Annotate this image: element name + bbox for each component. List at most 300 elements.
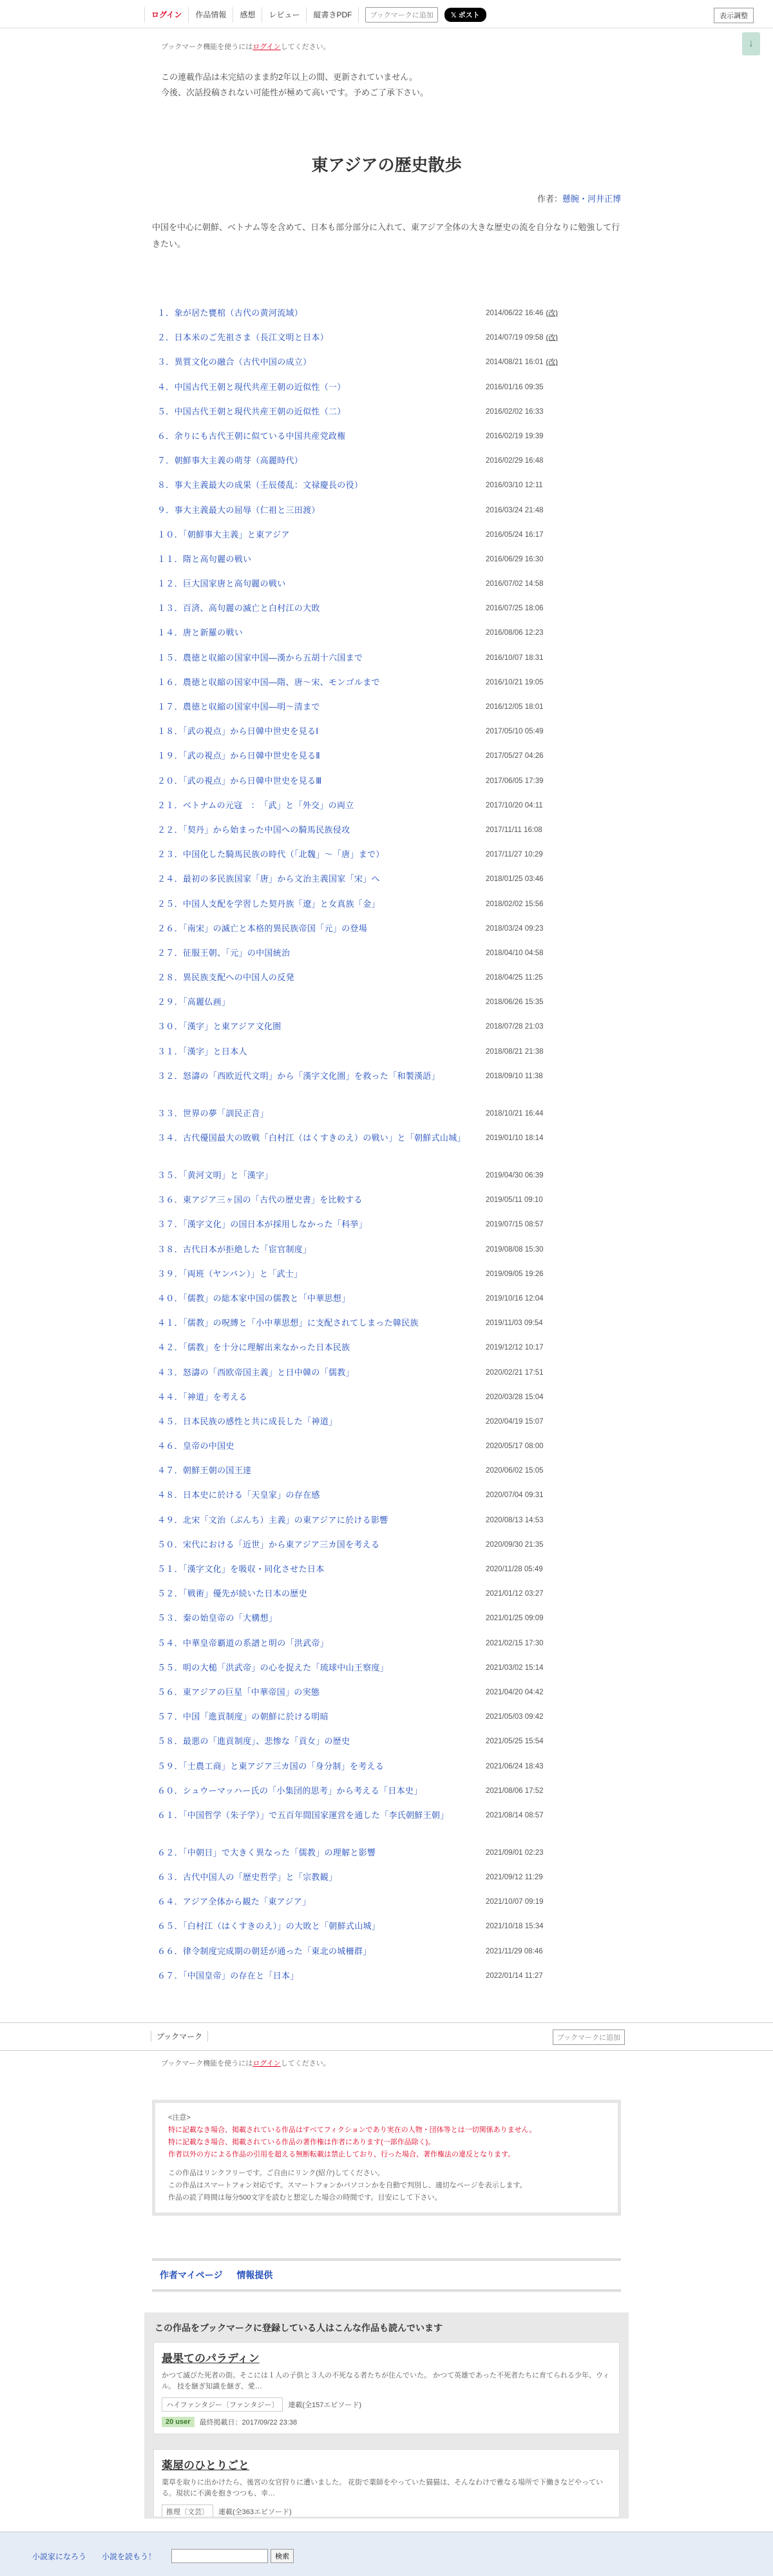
chapter-date bbox=[486, 799, 543, 812]
chapter-link[interactable]: １６．農徳と収縮の国家中国―隋、唐～宋、モンゴルまで bbox=[157, 677, 380, 687]
chapter-date-text: 2021/11/29 08:46 bbox=[486, 1947, 543, 1955]
recommendations bbox=[144, 2312, 629, 2519]
chapter-date-text: 2020/07/04 09:31 bbox=[486, 1491, 544, 1500]
toc-row bbox=[157, 922, 615, 947]
chapter-date bbox=[486, 848, 543, 861]
chapter-link[interactable]: ６３．古代中国人の「歴史哲学」と「宗教観」 bbox=[157, 1872, 338, 1883]
chapter-date bbox=[486, 479, 543, 492]
caution-gray-2: この作品はスマートフォン対応です。スマートフォンかパソコンかを自動で判別し、適切なページを表示します。 bbox=[168, 2182, 527, 2189]
nav-item-vertical-pdf[interactable]: 縦書きPDF bbox=[307, 7, 359, 23]
toc-row bbox=[157, 1440, 615, 1464]
toc-row bbox=[157, 1920, 615, 1944]
chapter-link[interactable]: ３３．世界の夢「訓民正音」 bbox=[157, 1108, 269, 1118]
chapter-date-text: 2021/06/24 18:43 bbox=[486, 1762, 544, 1770]
hint-text-suffix: してください。 bbox=[280, 2060, 330, 2068]
chapter-link[interactable]: ２８．異民族支配への中国人の反発 bbox=[157, 973, 294, 983]
chapter-date bbox=[486, 1538, 544, 1551]
toc-row bbox=[157, 996, 615, 1020]
toc-row bbox=[157, 1317, 615, 1341]
toc-row bbox=[157, 331, 615, 356]
chapter-date bbox=[486, 1317, 543, 1330]
chapter-date-text: 2020/11/28 05:49 bbox=[486, 1565, 543, 1573]
chapter-date bbox=[486, 775, 544, 788]
chapter-date bbox=[486, 1045, 544, 1058]
bottom-links bbox=[32, 2549, 294, 2563]
author-label: 作者： bbox=[537, 194, 562, 204]
author-link[interactable]: 懸腕・河井正博 bbox=[562, 194, 621, 204]
chapter-date-text: 2016/03/10 12:11 bbox=[486, 481, 543, 490]
toc-row bbox=[157, 1366, 615, 1391]
chapter-date bbox=[486, 1415, 544, 1428]
toc-row bbox=[157, 971, 615, 996]
recommendation-card bbox=[153, 2449, 620, 2517]
chapter-link[interactable]: ６２．「中朝日」で大きく異なった「儒教」の理解と影響 bbox=[157, 1847, 376, 1857]
chapter-date bbox=[486, 1169, 544, 1182]
chapter-date bbox=[486, 1366, 544, 1379]
chapter-link[interactable]: ６１．「中国哲学（朱子学）」で五百年間国家運営を通した「李氏朝鮮王朝」 bbox=[157, 1810, 449, 1820]
chapter-date bbox=[486, 1194, 543, 1206]
chapter-date-text: 2021/08/14 08:57 bbox=[486, 1811, 544, 1819]
chapter-link[interactable]: １１．隋と高句麗の戦い bbox=[157, 554, 252, 564]
chapter-link[interactable]: ３６．東アジア三ヶ国の「古代の歴史書」を比較する bbox=[157, 1195, 363, 1205]
chapter-date bbox=[486, 1587, 544, 1600]
chapter-link[interactable]: ４４．「神道」を考える bbox=[157, 1391, 247, 1402]
chapter-date-text: 2016/10/07 18:31 bbox=[486, 654, 544, 662]
toc-row bbox=[157, 1538, 615, 1563]
chapter-link[interactable]: ４７．朝鮮王朝の国王達 bbox=[157, 1466, 252, 1476]
chapter-date-text: 2022/01/14 11:27 bbox=[486, 1971, 543, 1980]
caution-gray-3: 作品の読了時間は毎分500文字を読むと想定した場合の時間です。目安にして下さい。 bbox=[168, 2194, 442, 2202]
chapter-link[interactable]: ５８．最悪の「進貢制度」、悲惨な「貢女」の歴史 bbox=[157, 1736, 350, 1747]
chapter-date bbox=[486, 1391, 544, 1404]
toc-row bbox=[157, 1760, 615, 1785]
chapter-date bbox=[486, 873, 544, 886]
chapter-link[interactable]: ５２．「戦術」優先が続いた日本の歴史 bbox=[157, 1589, 307, 1599]
novelist-link[interactable]: 小説家になろう bbox=[32, 2552, 87, 2561]
toc-row bbox=[157, 725, 615, 750]
chapter-date bbox=[486, 1785, 544, 1797]
chapter-date-text: 2016/02/19 19:39 bbox=[486, 432, 544, 440]
chapter-date-text: 2019/05/11 09:10 bbox=[486, 1196, 543, 1205]
chapter-link[interactable]: ３．異質文化の融合（古代中国の成立） bbox=[157, 357, 312, 367]
chapter-link[interactable]: １．象が居た甕棺（古代の黄河流域） bbox=[157, 308, 303, 318]
chapter-link[interactable]: ２６．「南宋」の滅亡と本格的異民族帝国「元」の登場 bbox=[157, 923, 368, 933]
chapter-link[interactable]: ５４．中華皇帝覇道の系譜と明の「洪武帝」 bbox=[157, 1638, 329, 1648]
chapter-link[interactable]: １８．「武の視点」から日韓中世史を見るⅠ bbox=[157, 726, 319, 737]
chapter-date bbox=[486, 1945, 543, 1958]
chapter-link[interactable]: ３０．「漢字」と東アジア文化圏 bbox=[157, 1022, 282, 1032]
top-navigation bbox=[0, 0, 773, 28]
bookmark-login-hint-bottom bbox=[161, 2058, 330, 2068]
chapter-date-text: 2019/11/03 09:54 bbox=[486, 1319, 543, 1328]
chapter-date-text: 2016/07/25 18:06 bbox=[486, 605, 544, 613]
chapter-date-text: 2021/01/25 09:09 bbox=[486, 1614, 544, 1623]
recommendation-title[interactable]: 薬屋のひとりごと bbox=[162, 2459, 249, 2472]
toc-row bbox=[157, 701, 615, 725]
toc-row bbox=[157, 848, 615, 873]
chapter-link[interactable]: ５．中国古代王朝と現代共産王朝の近似性（二） bbox=[157, 406, 346, 416]
login-link[interactable]: ログイン bbox=[144, 7, 189, 23]
chapter-date-text: 2018/08/21 21:38 bbox=[486, 1047, 544, 1056]
chapter-date-text: 2021/09/01 02:23 bbox=[486, 1848, 544, 1857]
chapter-date-text: 2019/04/30 06:39 bbox=[486, 1172, 544, 1179]
x-post-button[interactable]: 𝕏 ポスト bbox=[444, 8, 486, 22]
chapter-link[interactable]: ３１．「漢字」と日本人 bbox=[157, 1046, 247, 1056]
toc-row bbox=[157, 1735, 615, 1759]
nav-item-review[interactable]: レビュー bbox=[262, 7, 307, 23]
toc-row bbox=[157, 1563, 615, 1587]
chapter-date-text: 2014/08/21 16:01 bbox=[486, 358, 544, 367]
chapter-date bbox=[486, 652, 544, 664]
toc-row bbox=[157, 1710, 615, 1735]
toc-row bbox=[157, 1637, 615, 1661]
chapter-date bbox=[486, 1637, 544, 1650]
chapter-date bbox=[486, 1735, 544, 1748]
bookmark-add-button[interactable]: ブックマークに追加 bbox=[365, 7, 437, 23]
revised-link[interactable]: (改) bbox=[546, 334, 558, 342]
toc-row bbox=[157, 307, 615, 331]
revised-link[interactable]: (改) bbox=[546, 309, 558, 317]
chapter-date-text: 2016/02/29 16:48 bbox=[486, 457, 544, 465]
chapter-date bbox=[486, 947, 544, 960]
chapter-date-text: 2021/04/20 04:42 bbox=[486, 1688, 544, 1696]
toc-row bbox=[157, 1292, 615, 1317]
toc-row bbox=[157, 1846, 615, 1871]
chapter-date-text: 2018/03/24 09:23 bbox=[486, 924, 544, 933]
chapter-link[interactable]: ８．事大主義最大の成果（壬辰倭乱：文禄慶長の役） bbox=[157, 480, 363, 490]
bookmark-login-hint bbox=[161, 41, 330, 52]
toc-row bbox=[157, 1020, 615, 1045]
notice-line-2: 今後、次話投稿されない可能性が極めて高いです。予めご了承下さい。 bbox=[161, 88, 428, 97]
recommendation-title[interactable]: 最果てのパラディン bbox=[162, 2352, 260, 2365]
chapter-date-text: 2016/08/06 12:23 bbox=[486, 629, 544, 637]
chapter-date-text: 2016/03/24 21:48 bbox=[486, 506, 544, 514]
recommendation-card bbox=[153, 2342, 620, 2434]
recommendation-meta-2 bbox=[162, 2417, 611, 2427]
toc-row bbox=[157, 1464, 615, 1489]
chapter-date-text: 2018/07/28 21:03 bbox=[486, 1023, 544, 1031]
toc-row bbox=[157, 652, 615, 676]
chapter-date bbox=[486, 602, 544, 615]
chapter-date bbox=[486, 1809, 544, 1822]
toc-row bbox=[157, 1107, 615, 1132]
page-title: 東アジアの歴史散歩 bbox=[311, 155, 462, 175]
chapter-link[interactable]: １３．百済、高句麗の滅亡と白村江の大敗 bbox=[157, 603, 320, 614]
chapter-date-text: 2021/02/15 17:30 bbox=[486, 1639, 544, 1647]
toc-row bbox=[157, 1132, 615, 1169]
chapter-date-text: 2019/08/08 15:30 bbox=[486, 1245, 544, 1254]
chapter-date-text: 2021/01/12 03:27 bbox=[486, 1590, 544, 1598]
toc-row bbox=[157, 1218, 615, 1243]
user-count-badge: 20 user bbox=[162, 2417, 195, 2427]
chapter-link[interactable]: ２９．「高麗仏画」 bbox=[157, 997, 231, 1007]
chapter-link[interactable]: ４３．怒濤の「西欧帝国主義」と日中韓の「儒教」 bbox=[157, 1367, 354, 1377]
toc-row bbox=[157, 405, 615, 430]
chapter-date-text: 2019/10/16 12:04 bbox=[486, 1294, 544, 1303]
chapter-date bbox=[486, 1612, 544, 1625]
chapter-date-text: 2021/05/03 09:42 bbox=[486, 1713, 544, 1721]
toc-row bbox=[157, 1686, 615, 1710]
toc-row bbox=[157, 898, 615, 922]
hint-login-link[interactable]: ログイン bbox=[253, 43, 281, 51]
toc-row bbox=[157, 479, 615, 503]
genre-tag[interactable]: ハイファンタジー〔ファンタジー〕 bbox=[162, 2397, 283, 2412]
author-mypage-link[interactable]: 作者マイページ bbox=[160, 2270, 223, 2280]
chapter-date-text: 2018/10/21 16:44 bbox=[486, 1109, 544, 1118]
status-text: 連載(全157エピソード) bbox=[288, 2401, 362, 2409]
table-of-contents bbox=[157, 307, 615, 1994]
chapter-link[interactable]: ４５．日本民族の感性と共に成長した「神道」 bbox=[157, 1416, 338, 1426]
author bbox=[537, 192, 621, 204]
chapter-date-text: 2017/11/27 10:29 bbox=[486, 851, 543, 859]
chapter-date bbox=[486, 1243, 544, 1256]
chapter-link[interactable]: ４６．皇帝の中国史 bbox=[157, 1441, 234, 1451]
chapter-link[interactable]: ２０．「武の視点」から日韓中世史を見るⅢ bbox=[157, 775, 322, 786]
chapter-date-text: 2020/09/30 21:35 bbox=[486, 1540, 544, 1549]
chapter-link[interactable]: １７．農徳と収縮の国家中国―明～清まで bbox=[157, 702, 320, 712]
chapter-link[interactable]: ４１．「儒教」の呪縛と「小中華思想」に支配されてしまった韓民族 bbox=[157, 1318, 419, 1328]
read-novel-link[interactable]: 小説を読もう！ bbox=[102, 2552, 157, 2561]
recommendation-meta bbox=[162, 2504, 611, 2517]
hint-login-link-bottom[interactable]: ログイン bbox=[253, 2060, 281, 2068]
toc-row bbox=[157, 356, 615, 380]
toc-row bbox=[157, 947, 615, 971]
caution-red-3: 作者以外の方による作品の引用を超える無断転載は禁止しており、行った場合、著作権法の違反となります。 bbox=[168, 2151, 515, 2158]
chapter-date-text: 2016/01/16 09:35 bbox=[486, 383, 544, 391]
chapter-date bbox=[486, 331, 558, 344]
bookmark-bar bbox=[0, 2022, 773, 2051]
chapter-date bbox=[486, 1070, 543, 1083]
nav-item-impressions[interactable]: 感想 bbox=[233, 7, 262, 23]
hiatus-notice bbox=[161, 70, 428, 101]
recommendations-heading: この作品をブックマークに登録している人はこんな作品も読んでいます bbox=[155, 2323, 443, 2333]
chapter-link[interactable]: ２３．中国化した騎馬民族の時代（「北魏」～「唐」まで） bbox=[157, 849, 385, 860]
chapter-link[interactable]: ３９．「両班（ヤンバン）」と「武士」 bbox=[157, 1268, 303, 1279]
chapter-date bbox=[486, 307, 558, 320]
divider bbox=[152, 2289, 621, 2292]
toc-row bbox=[157, 1661, 615, 1686]
chapter-date-text: 2019/09/05 19:26 bbox=[486, 1270, 544, 1278]
toc-row bbox=[157, 602, 615, 626]
chapter-date-text: 2020/02/21 17:51 bbox=[486, 1368, 544, 1377]
display-adjust-button[interactable]: 表示調整 bbox=[714, 8, 754, 23]
chapter-date bbox=[486, 381, 544, 394]
chapter-link[interactable]: ３４．古代優国最大の敗戦「白村江（はくすきのえ）の戦い」と「朝鮮式山城」 bbox=[157, 1133, 466, 1143]
chapter-date-text: 2020/03/28 15:04 bbox=[486, 1393, 544, 1401]
chapter-link[interactable]: ４０．「儒教」の総本家中国の儒教と「中華思想」 bbox=[157, 1293, 350, 1303]
chapter-date bbox=[486, 1268, 544, 1281]
notice-line-1: この連載作品は未完結のまま約2年以上の間、更新されていません。 bbox=[161, 72, 418, 82]
chapter-link[interactable]: ７．朝鮮事大主義の萌芽（高麗時代） bbox=[157, 456, 303, 466]
cautions-box bbox=[152, 2100, 621, 2216]
chapter-date-text: 2016/02/02 16:33 bbox=[486, 407, 544, 416]
chapter-date-text: 2019/01/10 18:14 bbox=[486, 1134, 544, 1142]
toc-row bbox=[157, 1785, 615, 1809]
chapter-date bbox=[486, 1686, 544, 1699]
toc-row bbox=[157, 381, 615, 405]
chapter-link[interactable]: ４．中国古代王朝と現代共産王朝の近似性（一） bbox=[157, 382, 346, 392]
chapter-date-text: 2016/07/02 14:58 bbox=[486, 580, 544, 588]
toc-row bbox=[157, 799, 615, 824]
toc-row bbox=[157, 1268, 615, 1292]
chapter-link[interactable]: ６６．律令制度完成期の朝廷が通った「東北の城柵群」 bbox=[157, 1946, 372, 1956]
toc-row bbox=[157, 873, 615, 897]
toc-row bbox=[157, 1895, 615, 1920]
bottom-bar bbox=[0, 2532, 773, 2576]
chapter-date-text: 2021/05/25 15:54 bbox=[486, 1738, 544, 1746]
chapter-link[interactable]: ５６．東アジアの巨星「中華帝国」の実態 bbox=[157, 1687, 320, 1697]
chapter-date-text: 2018/02/02 15:56 bbox=[486, 900, 544, 908]
caution-gray-1: この作品はリンクフリーです。ご自由にリンク(紹介)してください。 bbox=[168, 2169, 385, 2177]
toc-row bbox=[157, 1514, 615, 1538]
chapter-date-text: 2018/09/10 11:38 bbox=[486, 1072, 543, 1080]
genre-tag[interactable]: 推理〔文芸〕 bbox=[162, 2504, 213, 2517]
chapter-date-text: 2020/06/02 15:05 bbox=[486, 1467, 544, 1475]
toc-row bbox=[157, 1045, 615, 1070]
chapter-link[interactable]: １９．「武の視点」から日韓中世史を見るⅡ bbox=[157, 751, 320, 761]
chapter-date bbox=[486, 1292, 544, 1305]
synopsis: 中国を中心に朝鮮、ベトナム等を含めて、日本も部分部分に入れて、東アジア全体の大きな歴史の流を自分なりに勉強して行きたい。 bbox=[152, 222, 620, 249]
chapter-date bbox=[486, 1132, 544, 1145]
chapter-date-text: 2019/12/12 10:17 bbox=[486, 1344, 544, 1352]
chapter-link[interactable]: ２．日本米のご先祖さま（長江文明と日本） bbox=[157, 333, 329, 343]
toc-row bbox=[157, 454, 615, 479]
toc-row bbox=[157, 528, 615, 553]
divider bbox=[152, 2258, 621, 2261]
chapter-link[interactable]: ２１．ベトナムの元寇 ： 「武」と「外交」の両立 bbox=[157, 800, 354, 810]
chapter-link[interactable]: ５７．中国「進貢制度」の朝鮮に於ける明暗 bbox=[157, 1712, 329, 1722]
chapter-date-text: 2016/10/21 19:05 bbox=[486, 678, 544, 686]
recommendation-meta bbox=[162, 2397, 611, 2412]
caution-red-2: 特に記載なき場合、掲載されている作品の著作権は作者にあります(一部作品除く)。 bbox=[168, 2138, 435, 2146]
chapter-date-text: 2018/06/26 15:35 bbox=[486, 998, 544, 1007]
chapter-date-text: 2021/03/02 15:14 bbox=[486, 1663, 544, 1672]
chapter-link[interactable]: ６７．「中国皇帝」の存在と「日本」 bbox=[157, 1970, 299, 1980]
chapter-date bbox=[486, 1661, 544, 1674]
toc-row bbox=[157, 504, 615, 528]
scroll-down-icon[interactable]: ↓ bbox=[742, 32, 760, 55]
toc-row bbox=[157, 676, 615, 701]
chapter-link[interactable]: ５１．「漢字文化」を吸収・同化させた日本 bbox=[157, 1564, 325, 1574]
recommendation-desc: 薬草を取りに出かけたら、後宮の女官狩りに遭いました。 花街で薬師をやっていた猫猫は、そんなわけで雅なる場所で下働きなどやっている。現状に不満を抱きつつも、幸… bbox=[162, 2479, 604, 2497]
chapter-date bbox=[486, 430, 544, 443]
chapter-date bbox=[486, 750, 544, 762]
chapter-date bbox=[486, 996, 544, 1009]
chapter-link[interactable]: ３８．古代日本が拒絶した「宦官制度」 bbox=[157, 1244, 312, 1254]
author-links bbox=[160, 2269, 284, 2281]
chapter-date bbox=[486, 898, 544, 911]
chapter-link[interactable]: １４．唐と新羅の戦い bbox=[157, 628, 243, 638]
chapter-link[interactable]: ２４．最初の多民族国家「唐」から文治主義国家「宋」へ bbox=[157, 874, 380, 884]
report-link[interactable]: 情報提供 bbox=[236, 2270, 273, 2280]
search-button[interactable]: 検索 bbox=[271, 2549, 294, 2563]
toc-row bbox=[157, 1341, 615, 1366]
chapter-date-text: 2017/11/11 16:08 bbox=[486, 826, 542, 834]
chapter-date bbox=[486, 1489, 544, 1502]
chapter-link[interactable]: ２７．征服王朝、「元」の中国統治 bbox=[157, 947, 291, 958]
toc-row bbox=[157, 750, 615, 774]
status-text: 連載(全363エピソード) bbox=[218, 2508, 292, 2516]
chapter-date-text: 2018/01/25 03:46 bbox=[486, 875, 544, 884]
nav-item-work-info[interactable]: 作品情報 bbox=[189, 7, 233, 23]
chapter-date-text: 2018/04/25 11:25 bbox=[486, 974, 543, 982]
chapter-link[interactable]: １５．農徳と収縮の国家中国―漢から五胡十六国まで bbox=[157, 652, 363, 663]
chapter-link[interactable]: ３２．怒濤の「西欧近代文明」から「漢字文化圏」を救った「和製漢語」 bbox=[157, 1070, 440, 1081]
cautions-head: <注意> bbox=[168, 2114, 191, 2122]
toc-row bbox=[157, 1243, 615, 1268]
chapter-link[interactable]: ４２．「儒教」を十分に理解出来なかった日本民族 bbox=[157, 1342, 350, 1353]
chapter-link[interactable]: ９．事大主義最大の屈辱（仁祖と三田渡） bbox=[157, 505, 320, 515]
chapter-link[interactable]: ６．余りにも古代王朝に似ている中国共産党政権 bbox=[157, 431, 346, 441]
chapter-date-text: 2017/05/10 05:49 bbox=[486, 728, 544, 736]
search-input[interactable] bbox=[171, 2549, 268, 2563]
chapter-date bbox=[486, 971, 543, 984]
toc-row bbox=[157, 1970, 615, 1994]
toc-row bbox=[157, 1391, 615, 1415]
chapter-date-text: 2020/04/19 15:07 bbox=[486, 1417, 544, 1426]
chapter-date bbox=[486, 922, 544, 935]
toc-row bbox=[157, 430, 615, 454]
chapter-date bbox=[486, 701, 544, 713]
caution-red-1: 特に記載なき場合、掲載されている作品はすべてフィクションであり実在の人物・団体等とは一切関係ありません。 bbox=[168, 2126, 537, 2134]
chapter-link[interactable]: ４９．北宋「文治（ぶんち）主義」の東アジアに於ける影響 bbox=[157, 1515, 388, 1525]
toc-row bbox=[157, 1194, 615, 1218]
chapter-link[interactable]: ３７．「漢字文化」の国日本が採用しなかった「科挙」 bbox=[157, 1219, 368, 1230]
chapter-date-text: 2021/10/18 15:34 bbox=[486, 1922, 544, 1931]
chapter-link[interactable]: ２５．中国人支配を学習した契丹族「遼」と女真族「金」 bbox=[157, 898, 380, 909]
chapter-link[interactable]: ５９．「士農工商」と東アジア三カ国の「身分制」を考える bbox=[157, 1761, 385, 1771]
chapter-link[interactable]: １２．巨大国家唐と高句麗の戦い bbox=[157, 579, 286, 589]
toc-row bbox=[157, 1489, 615, 1513]
chapter-date-text: 2018/04/10 04:58 bbox=[486, 949, 544, 957]
chapter-date bbox=[486, 1020, 544, 1033]
chapter-link[interactable]: ６４．アジア全体から観た「東アジア」 bbox=[157, 1897, 311, 1907]
bookmark-add-button-bottom[interactable]: ブックマークに追加 bbox=[553, 2029, 625, 2045]
chapter-date-text: 2017/05/27 04:26 bbox=[486, 752, 544, 760]
chapter-date bbox=[486, 824, 542, 837]
recommendation-desc: かつて滅びた死者の街。そこには１人の子供と３人の不死なる者たちが住んでいた。 かつて英雄であった不死者たちに育てられる少年、ウィル。 技を継ぎ知識を継ぎ、愛… bbox=[162, 2372, 610, 2390]
chapter-date-text: 2021/08/06 17:52 bbox=[486, 1787, 544, 1795]
chapter-link[interactable]: ２２．「契丹」から始まった中国への騎馬民族侵攻 bbox=[157, 824, 350, 835]
chapter-link[interactable]: ５３．秦の始皇帝の「大構想」 bbox=[157, 1613, 278, 1623]
chapter-date-text: 2014/06/22 16:46 bbox=[486, 309, 544, 317]
chapter-link[interactable]: ６５．「白村江（はくすきのえ）」の大敗と「朝鮮式山城」 bbox=[157, 1921, 381, 1932]
revised-link[interactable]: (改) bbox=[546, 358, 558, 367]
chapter-date-text: 2021/10/07 09:19 bbox=[486, 1898, 544, 1906]
hint-text: ブックマーク機能を使うには bbox=[161, 2060, 253, 2068]
chapter-date-text: 2016/12/05 18:01 bbox=[486, 703, 544, 711]
chapter-link[interactable]: ５０．宋代における「近世」から東アジア三カ国を考える bbox=[157, 1539, 380, 1549]
chapter-date bbox=[486, 626, 544, 639]
chapter-date bbox=[486, 1440, 544, 1453]
chapter-link[interactable]: ４８．日本史に於ける「天皇家」の存在感 bbox=[157, 1490, 320, 1500]
chapter-link[interactable]: ５５．明の大槌「洪武帝」の心を捉えた「琉球中山王察度」 bbox=[157, 1662, 389, 1672]
chapter-date bbox=[486, 577, 544, 590]
hint-text: ブックマーク機能を使うには bbox=[161, 43, 253, 51]
chapter-date bbox=[486, 1464, 544, 1477]
bookmark-label[interactable]: ブックマーク bbox=[151, 2031, 208, 2042]
toc-row bbox=[157, 1169, 615, 1194]
chapter-link[interactable]: １０．「朝鮮事大主義」と東アジア bbox=[157, 529, 290, 539]
chapter-date-text: 2017/06/05 17:39 bbox=[486, 777, 544, 785]
chapter-date-text: 2021/09/12 11:29 bbox=[486, 1874, 543, 1882]
toc-row bbox=[157, 1809, 615, 1846]
chapter-link[interactable]: ３５．「黄河文明」と「漢字」 bbox=[157, 1170, 273, 1180]
toc-row bbox=[157, 1415, 615, 1440]
chapter-date bbox=[486, 553, 544, 566]
chapter-link[interactable]: ６０．シュウーマッハー氏の「小集団的思考」から考える「日本史」 bbox=[157, 1785, 423, 1796]
toc-row bbox=[157, 577, 615, 602]
